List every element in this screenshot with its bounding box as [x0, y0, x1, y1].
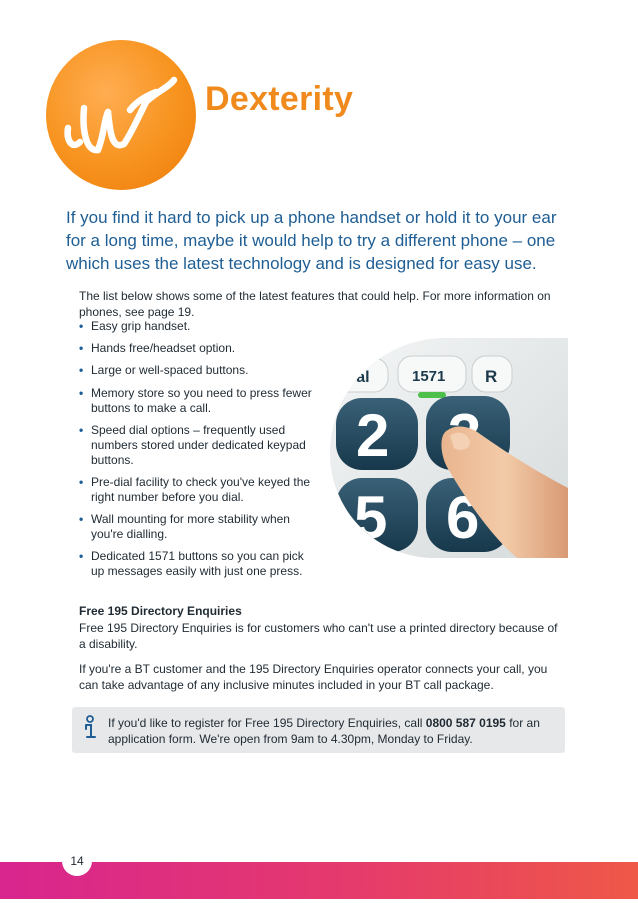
list-item: • Large or well-spaced buttons.: [79, 363, 319, 378]
list-item: • Dedicated 1571 buttons so you can pick up messages easily with just one press.: [79, 549, 319, 579]
list-item: • Easy grip handset.: [79, 319, 319, 334]
page-title: Dexterity: [205, 80, 354, 118]
person-info-icon: [82, 715, 98, 741]
directory-paragraph-2: If you're a BT customer and the 195 Directory Enquiries operator connects your call, you can take advantage of any inclusive minutes included in your BT call package.: [79, 662, 548, 692]
hand-wave-icon: [46, 40, 196, 190]
tip-phone-number: 0800 587 0195: [425, 716, 506, 730]
page-number: 14: [62, 846, 92, 876]
directory-paragraph-1: Free 195 Directory Enquiries is for customers who can't use a printed directory because of a disability.: [79, 621, 558, 651]
intro-paragraph: If you find it hard to pick up a phone handset or hold it to your ear for a long time, maybe it would help to try a different phone – one which uses the latest technology and is designed for easy use.: [66, 208, 557, 273]
lead-paragraph: The list below shows some of the latest features that could help. For more information on phones, see page 19.: [79, 289, 551, 319]
tip-text-after: for an application form. We're open from 9am to 4.30pm, Monday to Friday.: [108, 716, 540, 746]
tip-text-before: If you'd like to register for Free 195 Directory Enquiries, call: [108, 716, 426, 730]
key-2-label: 2: [356, 402, 390, 469]
key-r-label: R: [485, 367, 498, 386]
key-5-label: 5: [354, 484, 388, 551]
phone-keypad-illustration: [330, 338, 568, 558]
key-1571-label: 1571: [412, 368, 446, 385]
phone-keypad-photo: [330, 338, 568, 558]
feature-list: [79, 319, 319, 587]
key-dial-label: dial: [342, 369, 370, 386]
list-item: • Hands free/headset option.: [79, 341, 319, 356]
list-item: • Memory store so you need to press fewer buttons to make a call.: [79, 386, 319, 416]
tip-text: [108, 715, 556, 747]
footer-bar: [0, 862, 638, 899]
list-item: • Pre-dial facility to check you've keyed the right number before you dial.: [79, 475, 319, 505]
list-item: • Wall mounting for more stability when you're dialling.: [79, 512, 319, 542]
key-6-label: 6: [446, 484, 480, 551]
info-tip-box: [72, 707, 565, 753]
list-item: • Speed dial options – frequently used numbers stored under dedicated keypad buttons.: [79, 423, 319, 468]
dexterity-logo: [46, 40, 196, 190]
directory-heading: Free 195 Directory Enquiries: [79, 604, 242, 618]
